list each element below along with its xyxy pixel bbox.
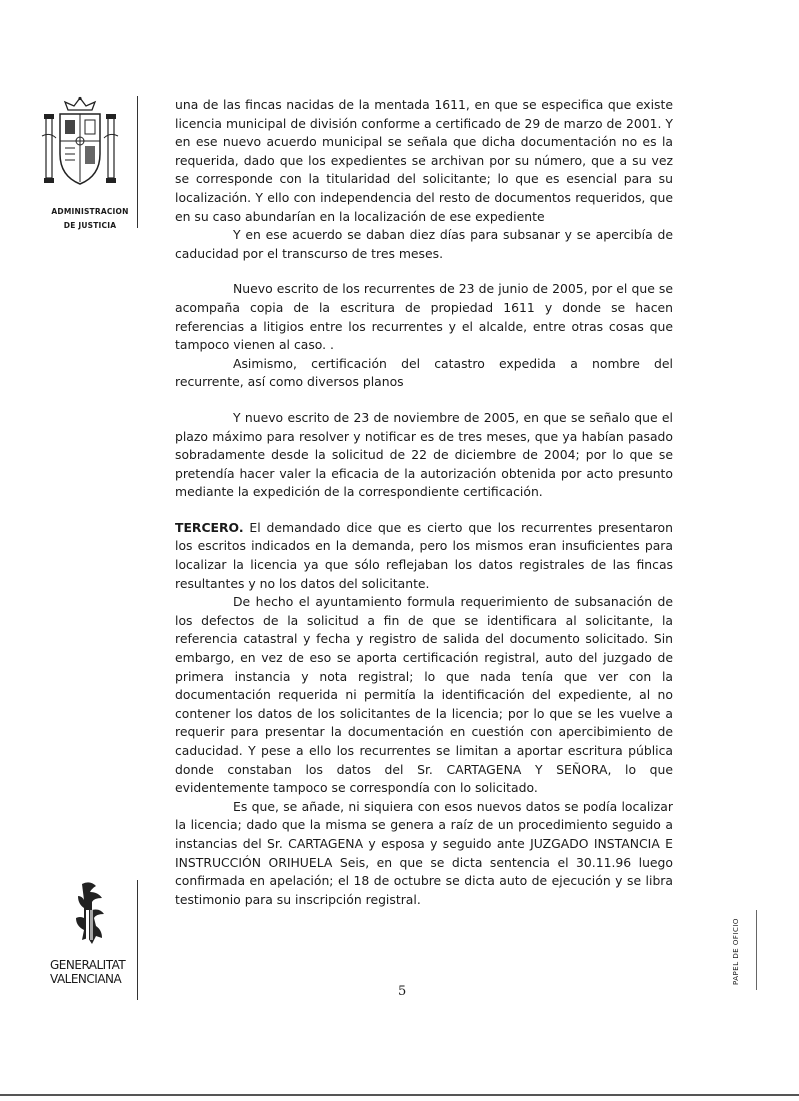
paragraph-5: Y nuevo escrito de 23 de noviembre de 2005, en que se señalo que el plazo máximo para resolver y notificar es de tres meses, que ya habían pasado sobradamente desde la solicitud de 22 de diciembre de 2004; por lo que se pretendía hacer valer la eficacia de la autorización obtenida por acto presunto mediante la expedición de la correspondiente certificación. (175, 409, 673, 500)
paper-label: PAPEL DE OFICIO (732, 918, 740, 985)
paragraph-3: Nuevo escrito de los recurrentes de 23 de junio de 2005, por el que se acompaña copia de la escritura de propiedad 1611 y donde se hacen referencias a litigios entre los recurrentes y el alcalde, entre otras cosas que tampoco vienen al caso. . (175, 281, 673, 353)
paragraph-1: una de las fincas nacidas de la mentada 1611, en que se especifica que existe licencia municipal de división conforme a certificado de 29 de marzo de 2001. Y en ese nuevo acuerdo municipal se señala que dicha documentación no es la requerida, dado que los expedientes se archivan por su número, que a su vez se corresponde con la titularidad del solicitante; lo que es esencial para su localización. Y ello con independencia del resto de documentos requeridos, que en su caso abundarían en la localización de ese expediente (175, 97, 673, 224)
administration-label (40, 205, 140, 233)
document-body (175, 96, 673, 909)
admin-line-2: DE JUSTICIA (63, 221, 117, 230)
coat-of-arms-icon (40, 96, 120, 196)
paragraph-7: De hecho el ayuntamiento formula requerimiento de subsanación de los defectos de la solicitud a fin de que se identificara al solicitante, la referencia catastral y fecha y registro de salida del documento solicitado. Sin embargo, en vez de eso se aporta certificación registral, auto del juzgado de primera instancia y nota registral; lo que nada tenía que ver con la documentación requerida ni permitía la identificación del expediente, al no contener los datos de los solicitantes de la licencia; por lo que se les vuelve a requerir para presentar la documentación en cuestión con apercibimiento de caducidad. Y pese a ello los recurrentes se limitan a aportar escritura pública donde constaban los datos del Sr. CARTAGENA Y SEÑORA, lo que evidentemente tampoco se correspondía con lo solicitado. (175, 594, 673, 796)
scan-bottom-edge (0, 1094, 799, 1096)
generalitat-valenciana-logo-icon (62, 880, 114, 950)
generalitat-valenciana-label (50, 958, 140, 986)
gv-line-1: GENERALITAT (50, 958, 126, 972)
margin-divider-top (137, 96, 138, 228)
paragraph-6-text: El demandado dice que es cierto que los recurrentes presentaron los escritos indicados en la demanda, pero los mismos eran insuficientes para localizar la licencia ya que sólo reflejaban los datos registrales de las fincas resultantes y no los datos del solicitante. (175, 519, 673, 591)
paragraph-2: Y en ese acuerdo se daban diez días para subsanar y se apercibía de caducidad por el transcurso de tres meses. (175, 227, 673, 261)
paragraph-6 (175, 519, 673, 593)
paragraph-8: Es que, se añade, ni siquiera con esos nuevos datos se podía localizar la licencia; dado que la misma se genera a raíz de un procedimiento seguido a instancias del Sr. CARTAGENA y esposa y seguido ante JUZGADO INSTANCIA E INSTRUCCIÓN ORIHUELA Seis, en que se dicta sentencia el 30.11.96 luego confirmada en apelación; el 18 de octubre se dicta auto de ejecución y se libra testimonio para su inscripción registral. (175, 798, 673, 907)
page-number: 5 (398, 984, 407, 999)
gv-line-2: VALENCIANA (50, 972, 122, 986)
paragraph-4: Asimismo, certificación del catastro expedida a nombre del recurrente, así como diversos planos (175, 355, 673, 390)
right-margin-rule (756, 910, 757, 990)
admin-line-1: ADMINISTRACION (51, 207, 129, 216)
section-heading-tercero: TERCERO. (175, 519, 244, 535)
